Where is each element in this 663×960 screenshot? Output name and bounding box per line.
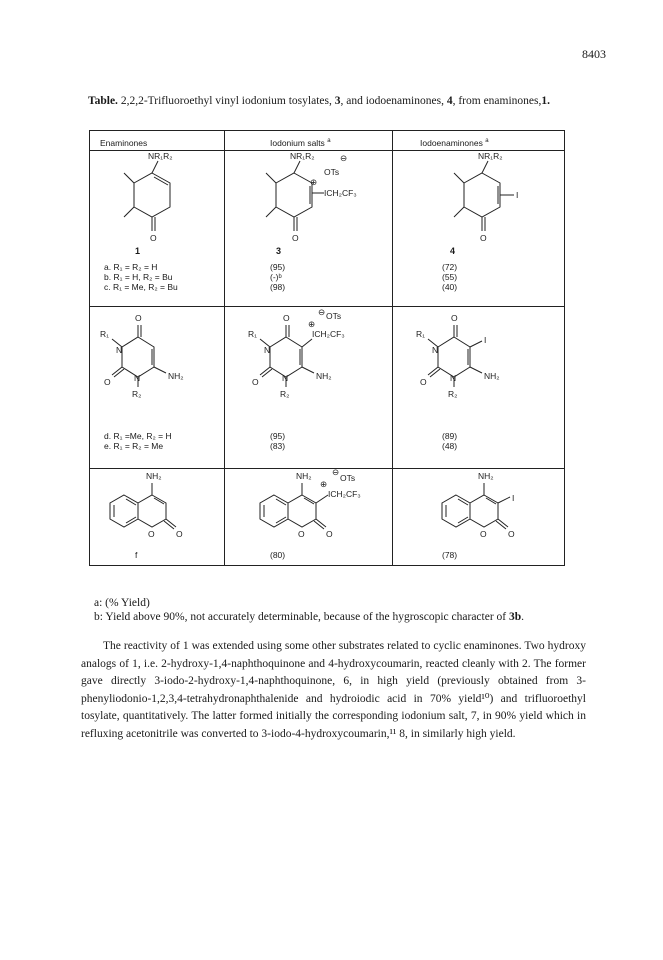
svg-text:NH₂: NH₂: [146, 471, 162, 481]
row2-yields-3: (95) (83): [270, 431, 286, 451]
row1-yields-4: (72) (55) (40): [442, 262, 458, 292]
page-number: 8403: [582, 47, 606, 61]
svg-text:O: O: [104, 377, 111, 387]
paragraph: The reactivity of 1 was extended using some other substrates related to cyclic enaminones. Two hydroxy analogs of 1, i.e. 2-hydroxy-1,4-naphthoquinone and 4-hydroxycoumarin, reacted cleanly with 2. The former gave directly 3-iodo-2-hydroxy-1,4-naphthoquinone, 6, in high yield (previously obtained from 3-phenyliodonio-1,2,3,4-tetrahydronaphthalenide and hydroiodic acid in 70% yield¹⁰) and trifluoroethyl tosylate, quantitatively. The latter formed initially the corresponding iodonium salt, 7, in 90% yield which in refluxing acetonitrile was converted to 3-iodo-4-hydroxycoumarin,¹¹ 8, in similarly high yield.: [81, 640, 586, 740]
row2-yields-4: (89) (48): [442, 431, 458, 451]
svg-text:NH₂: NH₂: [296, 471, 312, 481]
svg-text:O: O: [252, 377, 259, 387]
compound-number-3: 3: [276, 246, 282, 256]
row-divider: [90, 306, 564, 307]
structure-uracil-iodo: [392, 309, 564, 419]
data-table: [89, 130, 565, 566]
structure-uracil: [90, 309, 224, 419]
table-caption: [88, 94, 568, 109]
structure-iodoenaminone-4: [392, 151, 564, 251]
svg-text:N: N: [134, 373, 141, 383]
row2-entries: d. R₁ =Me, R₂ = H e. R₁ = R₂ = Me: [104, 431, 172, 451]
svg-text:⊖: ⊖: [318, 307, 326, 317]
svg-text:I: I: [516, 190, 519, 200]
svg-text:O: O: [508, 529, 515, 539]
svg-text:O: O: [326, 529, 333, 539]
svg-text:NH₂: NH₂: [478, 471, 494, 481]
structure-uracil-iodonium: [224, 309, 392, 419]
structure-aminocoumarin: [90, 471, 224, 551]
svg-text:OTs: OTs: [326, 311, 342, 321]
row3-yield-3: (80): [270, 550, 286, 560]
caption-text-2: , and iodoenaminones,: [340, 95, 447, 107]
svg-text:N: N: [282, 373, 289, 383]
svg-text:N: N: [450, 373, 457, 383]
svg-text:I: I: [484, 335, 487, 345]
svg-text:O: O: [148, 529, 155, 539]
header-iodoenaminones: Iodoenaminones $^a$: [420, 138, 489, 148]
structure-iodonium-salt-3: [224, 151, 392, 251]
caption-label: Table.: [88, 95, 118, 107]
header-iodonium-salts: Iodonium salts $^a$: [270, 138, 331, 148]
svg-text:NR₁R₂: NR₁R₂: [290, 151, 315, 161]
svg-text:O: O: [480, 233, 487, 243]
svg-text:R₁: R₁: [100, 329, 110, 339]
svg-text:OTs: OTs: [340, 473, 356, 483]
svg-text:NR₁R₂: NR₁R₂: [478, 151, 503, 161]
svg-text:OTs: OTs: [324, 167, 340, 177]
svg-text:O: O: [176, 529, 183, 539]
svg-text:⊕: ⊕: [308, 319, 316, 329]
compound-number-1: 1: [135, 246, 141, 256]
svg-text:NR₁R₂: NR₁R₂: [148, 151, 173, 161]
svg-text:⊖: ⊖: [332, 467, 340, 477]
svg-text:N: N: [432, 345, 439, 355]
svg-text:⊕: ⊕: [310, 177, 318, 187]
svg-text:O: O: [420, 377, 427, 387]
row3-compound: f: [135, 550, 138, 560]
caption-text-3: , from enaminones,: [452, 95, 542, 107]
caption-text-1: 2,2,2-Trifluoroethyl vinyl iodonium tosylates,: [117, 95, 335, 107]
compound-number-4: 4: [450, 246, 456, 256]
structure-coumarin-iodonium: [224, 467, 392, 551]
structure-enaminone-1: [90, 151, 224, 251]
svg-text:O: O: [292, 233, 299, 243]
svg-text:N: N: [264, 345, 271, 355]
caption-bold-1: 1.: [541, 95, 551, 107]
svg-text:R₂: R₂: [280, 389, 290, 399]
svg-text:ICH₂CF₃: ICH₂CF₃: [324, 188, 357, 198]
svg-text:⊖: ⊖: [340, 153, 348, 163]
svg-text:R₁: R₁: [416, 329, 426, 339]
structure-iodo-aminocoumarin: [392, 471, 564, 551]
body-text: [81, 638, 586, 743]
svg-text:O: O: [135, 313, 142, 323]
svg-text:O: O: [298, 529, 305, 539]
svg-text:O: O: [150, 233, 157, 243]
svg-text:R₂: R₂: [132, 389, 142, 399]
footnote-a: a: (% Yield): [94, 597, 150, 609]
svg-text:R₂: R₂: [448, 389, 458, 399]
footnote-b: b: Yield above 90%, not accurately determinable, because of the hygroscopic character of 3b.: [94, 611, 525, 623]
row1-yields-3: (95) (-)ᵇ (98): [270, 262, 286, 292]
caption-bold-3: 3: [334, 95, 341, 107]
row-divider: [90, 468, 564, 469]
svg-text:ICH₂CF₃: ICH₂CF₃: [312, 329, 345, 339]
svg-text:O: O: [451, 313, 458, 323]
svg-text:NH₂: NH₂: [168, 371, 184, 381]
table-footnotes: [94, 596, 524, 624]
svg-text:NH₂: NH₂: [484, 371, 500, 381]
svg-text:ICH₂CF₃: ICH₂CF₃: [328, 489, 361, 499]
svg-text:I: I: [512, 493, 515, 503]
svg-text:⊕: ⊕: [320, 479, 328, 489]
svg-text:N: N: [116, 345, 123, 355]
svg-text:O: O: [480, 529, 487, 539]
svg-text:NH₂: NH₂: [316, 371, 332, 381]
caption-bold-4: 4: [446, 95, 453, 107]
header-enaminones: Enaminones: [100, 138, 148, 148]
row3-yield-4: (78): [442, 550, 458, 560]
row1-entries: a. R₁ = R₂ = H b. R₁ = H, R₂ = Bu c. R₁ = Me, R₂ = Bu: [104, 262, 178, 292]
svg-text:O: O: [283, 313, 290, 323]
svg-text:R₁: R₁: [248, 329, 258, 339]
